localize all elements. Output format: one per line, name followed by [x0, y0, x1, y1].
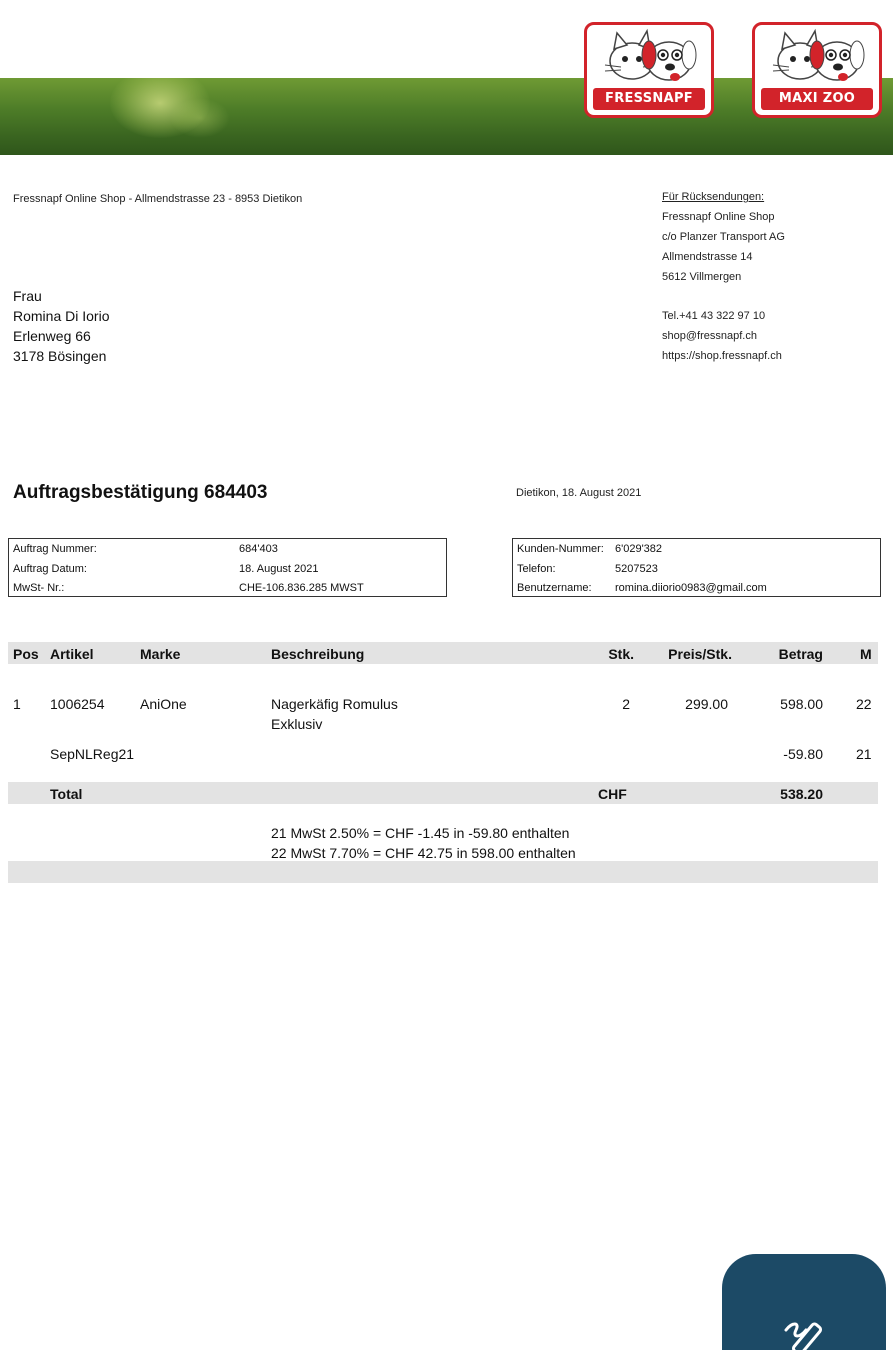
recipient-name: Romina Di Iorio: [13, 308, 110, 324]
maxi-zoo-logo: [752, 22, 882, 118]
logo-label: MAXI ZOO: [761, 88, 873, 110]
row-beschreibung: [271, 694, 398, 734]
row-betrag: -59.80: [783, 746, 823, 762]
document-date: Dietikon, 18. August 2021: [516, 487, 642, 499]
returns-line: 5612 Villmergen: [662, 271, 742, 283]
logo-label: FRESSNAPF: [593, 88, 705, 110]
col-header-betrag: Betrag: [778, 646, 823, 662]
cat-and-dog-icon: [755, 25, 879, 87]
returns-line: Allmendstrasse 14: [662, 251, 753, 263]
edit-fab-button[interactable]: [722, 1254, 886, 1350]
col-header-m: M: [860, 646, 872, 662]
order-info-box: [8, 538, 447, 597]
customer-info-label: Benutzername:: [517, 582, 592, 594]
contact-info: [662, 306, 782, 366]
returns-line: Fressnapf Online Shop: [662, 211, 775, 223]
customer-info-value: 6'029'382: [615, 543, 663, 555]
contact-website[interactable]: https://shop.fressnapf.ch: [662, 350, 782, 362]
customer-info-label: Telefon:: [517, 562, 556, 575]
fressnapf-logo: [584, 22, 714, 118]
edit-pen-icon: [778, 1308, 830, 1350]
order-info-row: [9, 540, 446, 560]
order-info-value: 18. August 2021: [239, 562, 319, 575]
col-header-pos: Pos: [13, 646, 39, 662]
customer-info-value: 5207523: [615, 562, 658, 575]
table-header-bar: [8, 642, 878, 664]
row-artikel: 1006254: [50, 696, 105, 712]
contact-email[interactable]: shop@fressnapf.ch: [662, 330, 757, 342]
customer-info-label: Kunden-Nummer:: [517, 543, 604, 555]
recipient-salutation: Frau: [13, 288, 42, 304]
recipient-street: Erlenweg 66: [13, 328, 91, 344]
vat-line: 21 MwSt 2.50% = CHF -1.45 in -59.80 enthalten: [271, 825, 570, 841]
table-footer-bar: [8, 861, 878, 883]
row-stk: 2: [622, 696, 630, 712]
col-header-marke: Marke: [140, 646, 181, 662]
returns-address: [662, 187, 785, 287]
customer-info-box: [512, 538, 881, 597]
returns-line: c/o Planzer Transport AG: [662, 231, 785, 243]
total-label: Total: [50, 786, 83, 802]
total-currency: CHF: [598, 786, 627, 802]
total-amount: 538.20: [780, 786, 823, 802]
recipient-city: 3178 Bösingen: [13, 348, 107, 364]
col-header-preis: Preis/Stk.: [668, 646, 732, 662]
col-header-artikel: Artikel: [50, 646, 94, 662]
customer-username-value: romina.diiorio0983@gmail.com: [615, 582, 767, 594]
order-info-label: Auftrag Nummer:: [13, 543, 97, 555]
row-beschreibung-line: Nagerkäfig Romulus: [271, 696, 398, 712]
row-beschreibung-line: Exklusiv: [271, 716, 323, 732]
recipient-address: [13, 286, 109, 366]
col-header-beschreibung: Beschreibung: [271, 646, 365, 662]
row-pos: 1: [13, 696, 21, 712]
order-info-label: Auftrag Datum:: [13, 562, 87, 575]
row-marke: AniOne: [140, 696, 187, 712]
order-info-row: [9, 579, 446, 599]
customer-info-row: [513, 540, 880, 560]
order-info-row: [9, 560, 446, 580]
contact-phone[interactable]: Tel.+41 43 322 97 10: [662, 310, 766, 322]
row-m: 21: [856, 746, 872, 762]
returns-heading: Für Rücksendungen:: [662, 191, 765, 203]
cat-and-dog-icon: [587, 25, 711, 87]
row-preis: 299.00: [685, 696, 728, 712]
row-artikel: SepNLReg21: [50, 746, 135, 762]
row-m: 22: [856, 696, 872, 712]
vat-line: 22 MwSt 7.70% = CHF 42.75 in 598.00 enthalten: [271, 845, 576, 861]
sender-address-line: Fressnapf Online Shop - Allmendstrasse 23 - 8953 Dietikon: [13, 193, 303, 205]
document-title: Auftragsbestätigung 684403: [13, 482, 268, 503]
row-betrag: 598.00: [780, 696, 823, 712]
customer-info-row: [513, 579, 880, 599]
order-info-value: 684'403: [239, 543, 278, 555]
col-header-stk: Stk.: [608, 646, 634, 662]
order-info-label: MwSt- Nr.:: [13, 582, 65, 594]
customer-info-row: [513, 560, 880, 580]
order-info-value: CHE-106.836.285 MWST: [239, 582, 364, 594]
